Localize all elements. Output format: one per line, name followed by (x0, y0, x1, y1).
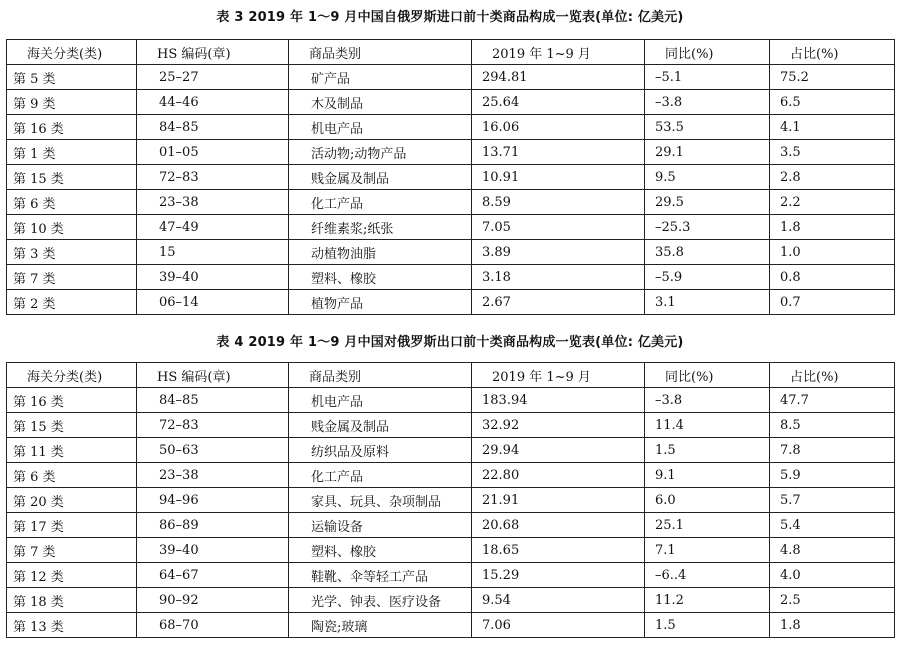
value-cell: 294.81 (472, 65, 645, 90)
category-cell: 植物产品 (289, 290, 472, 315)
share-cell: 5.9 (770, 463, 895, 488)
category-cell: 化工产品 (289, 463, 472, 488)
yoy-cell: 29.1 (645, 140, 770, 165)
hs-code-cell: 23–38 (137, 190, 289, 215)
value-cell: 8.59 (472, 190, 645, 215)
category-cell: 纤维素浆;纸张 (289, 215, 472, 240)
column-header: 商品类别 (289, 40, 472, 65)
hs-code-cell: 06–14 (137, 290, 289, 315)
value-cell: 25.64 (472, 90, 645, 115)
table-row (7, 538, 895, 563)
hs-code-cell: 68–70 (137, 613, 289, 638)
share-cell: 75.2 (770, 65, 895, 90)
table-row (7, 513, 895, 538)
yoy-cell: 29.5 (645, 190, 770, 215)
category-cell: 鞋靴、伞等轻工产品 (289, 563, 472, 588)
column-header: 占比(%) (770, 363, 895, 388)
share-cell: 2.2 (770, 190, 895, 215)
category-cell: 化工产品 (289, 190, 472, 215)
hs-code-cell: 72–83 (137, 413, 289, 438)
value-cell: 183.94 (472, 388, 645, 413)
category-cell: 塑料、橡胶 (289, 265, 472, 290)
customs-class-cell: 第 1 类 (7, 140, 137, 165)
yoy-cell: 6.0 (645, 488, 770, 513)
share-cell: 2.5 (770, 588, 895, 613)
yoy-cell: 1.5 (645, 438, 770, 463)
category-cell: 运输设备 (289, 513, 472, 538)
share-cell: 1.0 (770, 240, 895, 265)
share-cell: 5.7 (770, 488, 895, 513)
column-header: 2019 年 1~9 月 (472, 363, 645, 388)
customs-class-cell: 第 2 类 (7, 290, 137, 315)
hs-code-cell: 50–63 (137, 438, 289, 463)
table-row (7, 215, 895, 240)
customs-class-cell: 第 9 类 (7, 90, 137, 115)
share-cell: 7.8 (770, 438, 895, 463)
value-cell: 7.06 (472, 613, 645, 638)
value-cell: 22.80 (472, 463, 645, 488)
table-row (7, 115, 895, 140)
category-cell: 塑料、橡胶 (289, 538, 472, 563)
table-row (7, 65, 895, 90)
yoy-cell: –3.8 (645, 90, 770, 115)
table-row (7, 140, 895, 165)
table-row (7, 90, 895, 115)
yoy-cell: –5.1 (645, 65, 770, 90)
hs-code-cell: 47–49 (137, 215, 289, 240)
value-cell: 13.71 (472, 140, 645, 165)
table4-caption: 表 4 2019 年 1～9 月中国对俄罗斯出口前十类商品构成一览表(单位: 亿美元) (216, 335, 684, 350)
column-header: 海关分类(类) (7, 363, 137, 388)
share-cell: 5.4 (770, 513, 895, 538)
share-cell: 3.5 (770, 140, 895, 165)
share-cell: 2.8 (770, 165, 895, 190)
hs-code-cell: 90–92 (137, 588, 289, 613)
hs-code-cell: 15 (137, 240, 289, 265)
value-cell: 32.92 (472, 413, 645, 438)
hs-code-cell: 84–85 (137, 115, 289, 140)
share-cell: 4.1 (770, 115, 895, 140)
value-cell: 16.06 (472, 115, 645, 140)
table-row (7, 190, 895, 215)
table-row (7, 265, 895, 290)
table-row (7, 463, 895, 488)
hs-code-cell: 39–40 (137, 265, 289, 290)
hs-code-cell: 94–96 (137, 488, 289, 513)
category-cell: 活动物;动物产品 (289, 140, 472, 165)
table-row (7, 240, 895, 265)
yoy-cell: 1.5 (645, 613, 770, 638)
customs-class-cell: 第 20 类 (7, 488, 137, 513)
column-header: HS 编码(章) (137, 40, 289, 65)
value-cell: 9.54 (472, 588, 645, 613)
table-row (7, 290, 895, 315)
value-cell: 7.05 (472, 215, 645, 240)
value-cell: 20.68 (472, 513, 645, 538)
yoy-cell: 25.1 (645, 513, 770, 538)
value-cell: 21.91 (472, 488, 645, 513)
customs-class-cell: 第 12 类 (7, 563, 137, 588)
customs-class-cell: 第 13 类 (7, 613, 137, 638)
column-header: 2019 年 1~9 月 (472, 40, 645, 65)
yoy-cell: –3.8 (645, 388, 770, 413)
category-cell: 木及制品 (289, 90, 472, 115)
value-cell: 3.18 (472, 265, 645, 290)
column-header: 占比(%) (770, 40, 895, 65)
table-row (7, 413, 895, 438)
customs-class-cell: 第 6 类 (7, 463, 137, 488)
category-cell: 机电产品 (289, 388, 472, 413)
value-cell: 10.91 (472, 165, 645, 190)
table-header-row (7, 363, 895, 388)
yoy-cell: 9.1 (645, 463, 770, 488)
share-cell: 0.8 (770, 265, 895, 290)
customs-class-cell: 第 6 类 (7, 190, 137, 215)
category-cell: 贱金属及制品 (289, 413, 472, 438)
column-header: HS 编码(章) (137, 363, 289, 388)
column-header: 海关分类(类) (7, 40, 137, 65)
column-header: 同比(%) (645, 363, 770, 388)
yoy-cell: 11.4 (645, 413, 770, 438)
share-cell: 4.8 (770, 538, 895, 563)
category-cell: 陶瓷;玻璃 (289, 613, 472, 638)
table-row (7, 165, 895, 190)
yoy-cell: 35.8 (645, 240, 770, 265)
export-table (6, 362, 895, 638)
value-cell: 15.29 (472, 563, 645, 588)
share-cell: 1.8 (770, 215, 895, 240)
category-cell: 动植物油脂 (289, 240, 472, 265)
table-row (7, 488, 895, 513)
yoy-cell: 3.1 (645, 290, 770, 315)
customs-class-cell: 第 17 类 (7, 513, 137, 538)
table-row (7, 588, 895, 613)
customs-class-cell: 第 15 类 (7, 413, 137, 438)
table-row (7, 388, 895, 413)
customs-class-cell: 第 16 类 (7, 388, 137, 413)
table-row (7, 563, 895, 588)
yoy-cell: 9.5 (645, 165, 770, 190)
value-cell: 2.67 (472, 290, 645, 315)
hs-code-cell: 01–05 (137, 140, 289, 165)
category-cell: 纺织品及原料 (289, 438, 472, 463)
hs-code-cell: 86–89 (137, 513, 289, 538)
hs-code-cell: 44–46 (137, 90, 289, 115)
yoy-cell: 53.5 (645, 115, 770, 140)
value-cell: 29.94 (472, 438, 645, 463)
share-cell: 6.5 (770, 90, 895, 115)
hs-code-cell: 25–27 (137, 65, 289, 90)
table-header-row (7, 40, 895, 65)
category-cell: 光学、钟表、医疗设备 (289, 588, 472, 613)
category-cell: 机电产品 (289, 115, 472, 140)
yoy-cell: –6..4 (645, 563, 770, 588)
category-cell: 家具、玩具、杂项制品 (289, 488, 472, 513)
category-cell: 贱金属及制品 (289, 165, 472, 190)
customs-class-cell: 第 10 类 (7, 215, 137, 240)
yoy-cell: 11.2 (645, 588, 770, 613)
table-row (7, 613, 895, 638)
yoy-cell: –25.3 (645, 215, 770, 240)
customs-class-cell: 第 16 类 (7, 115, 137, 140)
customs-class-cell: 第 11 类 (7, 438, 137, 463)
customs-class-cell: 第 15 类 (7, 165, 137, 190)
yoy-cell: 7.1 (645, 538, 770, 563)
share-cell: 4.0 (770, 563, 895, 588)
share-cell: 47.7 (770, 388, 895, 413)
column-header: 商品类别 (289, 363, 472, 388)
hs-code-cell: 84–85 (137, 388, 289, 413)
customs-class-cell: 第 5 类 (7, 65, 137, 90)
value-cell: 18.65 (472, 538, 645, 563)
hs-code-cell: 39–40 (137, 538, 289, 563)
hs-code-cell: 23–38 (137, 463, 289, 488)
category-cell: 矿产品 (289, 65, 472, 90)
share-cell: 8.5 (770, 413, 895, 438)
table-row (7, 438, 895, 463)
share-cell: 1.8 (770, 613, 895, 638)
customs-class-cell: 第 3 类 (7, 240, 137, 265)
table3-caption: 表 3 2019 年 1～9 月中国自俄罗斯进口前十类商品构成一览表(单位: 亿美元) (216, 10, 684, 25)
yoy-cell: –5.9 (645, 265, 770, 290)
import-table (6, 39, 895, 315)
hs-code-cell: 72–83 (137, 165, 289, 190)
customs-class-cell: 第 7 类 (7, 265, 137, 290)
column-header: 同比(%) (645, 40, 770, 65)
hs-code-cell: 64–67 (137, 563, 289, 588)
value-cell: 3.89 (472, 240, 645, 265)
share-cell: 0.7 (770, 290, 895, 315)
customs-class-cell: 第 18 类 (7, 588, 137, 613)
customs-class-cell: 第 7 类 (7, 538, 137, 563)
